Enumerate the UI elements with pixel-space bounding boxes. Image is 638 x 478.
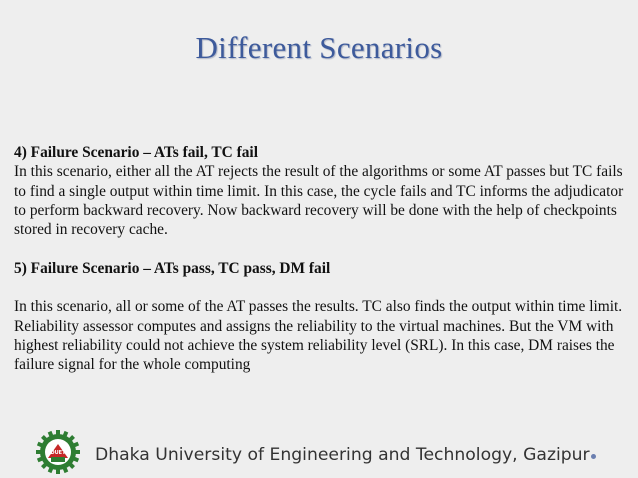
scenario-4-heading: 4) Failure Scenario – ATs fail, TC fail [14,144,258,161]
scenario-5-text: In this scenario, all or some of the AT passes the results. TC also finds the output within time limit. Reliability assessor computes and assigns the reliability to the virtual machines. But the VM with highest reliability could not achieve the system reliability level (SRL). In this case, DM raises the failure signal for the whole computing [14,298,623,374]
slide-title: Different Scenarios [195,30,443,65]
slide-body [14,143,636,375]
university-logo-icon [36,430,80,474]
bullet-dot [591,454,596,459]
scenario-4-text: In this scenario, either all the AT rejects the result of the algorithms or some AT passes but TC fails to find a single output within time limit. In this case, the cycle fails and TC informs the adjudicator to perform backward recovery. Now backward recovery will be done with the help of checkpoints stored in recovery cache. [14,163,624,239]
scenario-5-heading: 5) Failure Scenario – ATs pass, TC pass, DM fail [14,259,331,277]
paragraph-gap [14,278,636,297]
slide-footer [0,424,638,474]
paragraph-gap [14,239,636,258]
svg-text:DUET: DUET [50,450,66,456]
institution-name: Dhaka University of Engineering and Technology, Gazipur [95,445,590,465]
